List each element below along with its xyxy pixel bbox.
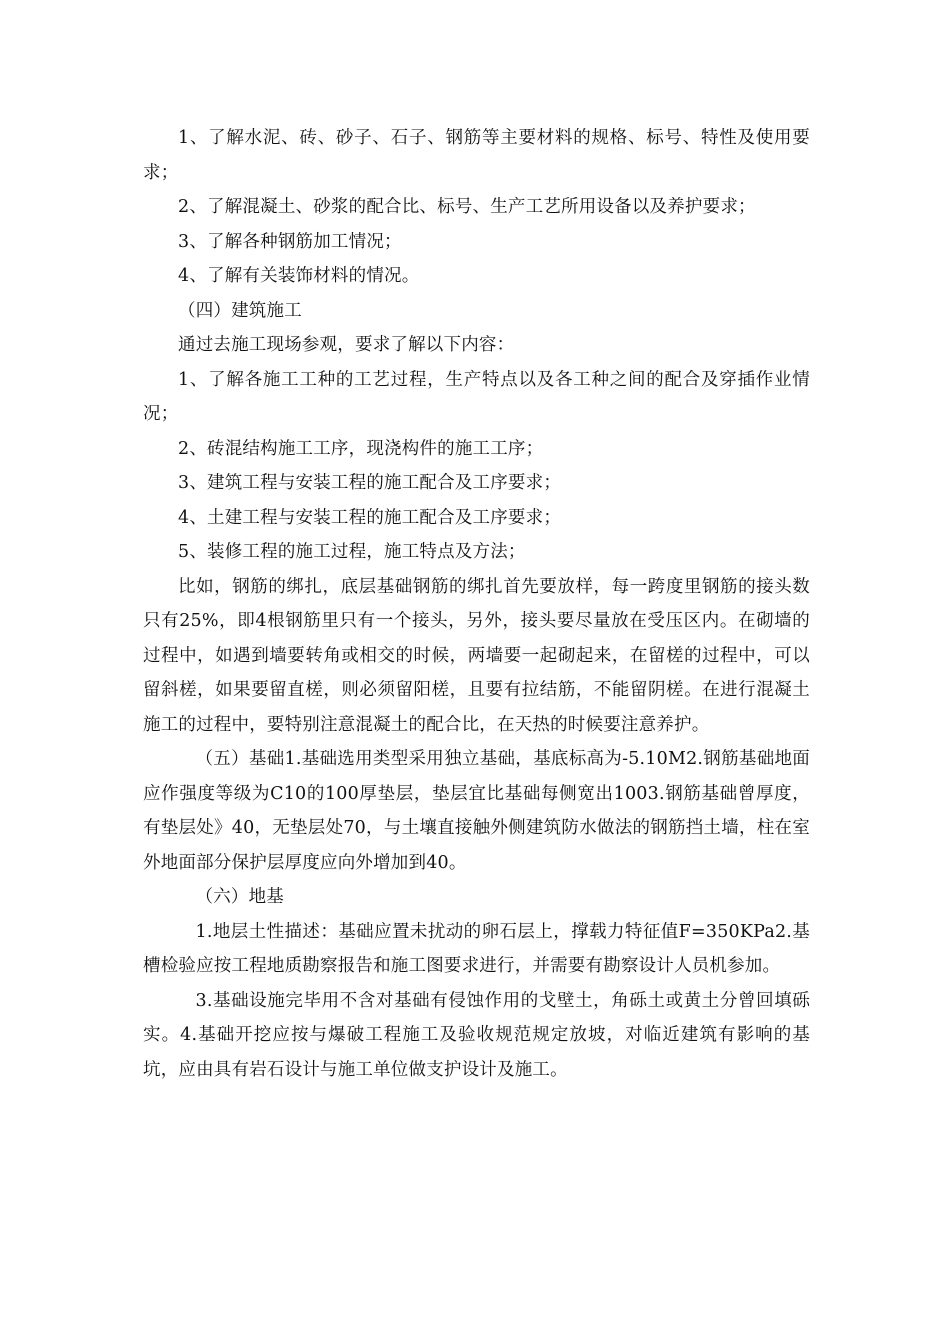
subgrade-paragraph-2: 3.基础设施完毕用不含对基础有侵蚀作用的戈壁土，角砾土或黄土分曾回填砾实。4.基础开挖应按与爆破工程施工及验收规范规定放坡，对临近建筑有影响的基坑，应由具有岩石设计与施工单位做支护设计及施工。	[143, 990, 810, 1080]
document-page	[143, 121, 810, 1087]
subgrade-paragraph-1: 1.地层土性描述：基础应置未扰动的卵石层上，撑载力特征值F=350KPa2.基槽检验应按工程地质勘察报告和施工图要求进行，并需要有勘察设计人员机参加。	[143, 921, 810, 976]
construction-intro: 通过去施工现场参观，要求了解以下内容：	[178, 335, 515, 355]
construction-item-4: 4、土建工程与安装工程的施工配合及工序要求；	[178, 507, 562, 528]
section-heading-construction: （四）建筑施工	[178, 300, 302, 321]
construction-item-3: 3、建筑工程与安装工程的施工配合及工序要求；	[178, 473, 562, 493]
material-item-1: 1、了解水泥、砖、砂子、石子、钢筋等主要材料的规格、标号、特性及使用要求；	[143, 128, 810, 183]
section-heading-subgrade: （六）地基	[195, 887, 284, 907]
construction-item-2: 2、砖混结构施工工序，现浇构件的施工工序；	[178, 438, 544, 459]
material-item-2: 2、了解混凝土、砂浆的配合比、标号、生产工艺所用设备以及养护要求；	[178, 197, 756, 217]
construction-item-5: 5、装修工程的施工过程，施工特点及方法；	[178, 542, 526, 562]
construction-item-1: 1、了解各施工工种的工艺过程，生产特点以及各工种之间的配合及穿插作业情况；	[143, 369, 810, 424]
foundation-section-paragraph: （五）基础1.基础选用类型采用独立基础，基底标高为-5.10M2.钢筋基础地面应作强度等级为C10的100厚垫层，垫层宜比基础每侧宽出1003.钢筋基础曾厚度，有垫层处》40，无垫层处70，与土壤直接触外侧建筑防水做法的钢筋挡土墙，柱在室外地面部分保护层厚度应向外增加到40。	[143, 749, 810, 873]
material-item-4: 4、了解有关装饰材料的情况。	[178, 266, 420, 286]
material-item-3: 3、了解各种钢筋加工情况；	[178, 231, 402, 252]
rebar-example-paragraph: 比如，钢筋的绑扎，底层基础钢筋的绑扎首先要放样，每一跨度里钢筋的接头数只有25%，即4根钢筋里只有一个接头，另外，接头要尽量放在受压区内。在砌墙的过程中，如遇到墙要转角或相交的时候，两墙要一起砌起来，在留槎的过程中，可以留斜槎，如果要留直槎，则必须留阳槎，且要有拉结筋，不能留阴槎。在进行混凝土施工的过程中，要特别注意混凝土的配合比，在天热的时候要注意养护。	[143, 576, 810, 735]
